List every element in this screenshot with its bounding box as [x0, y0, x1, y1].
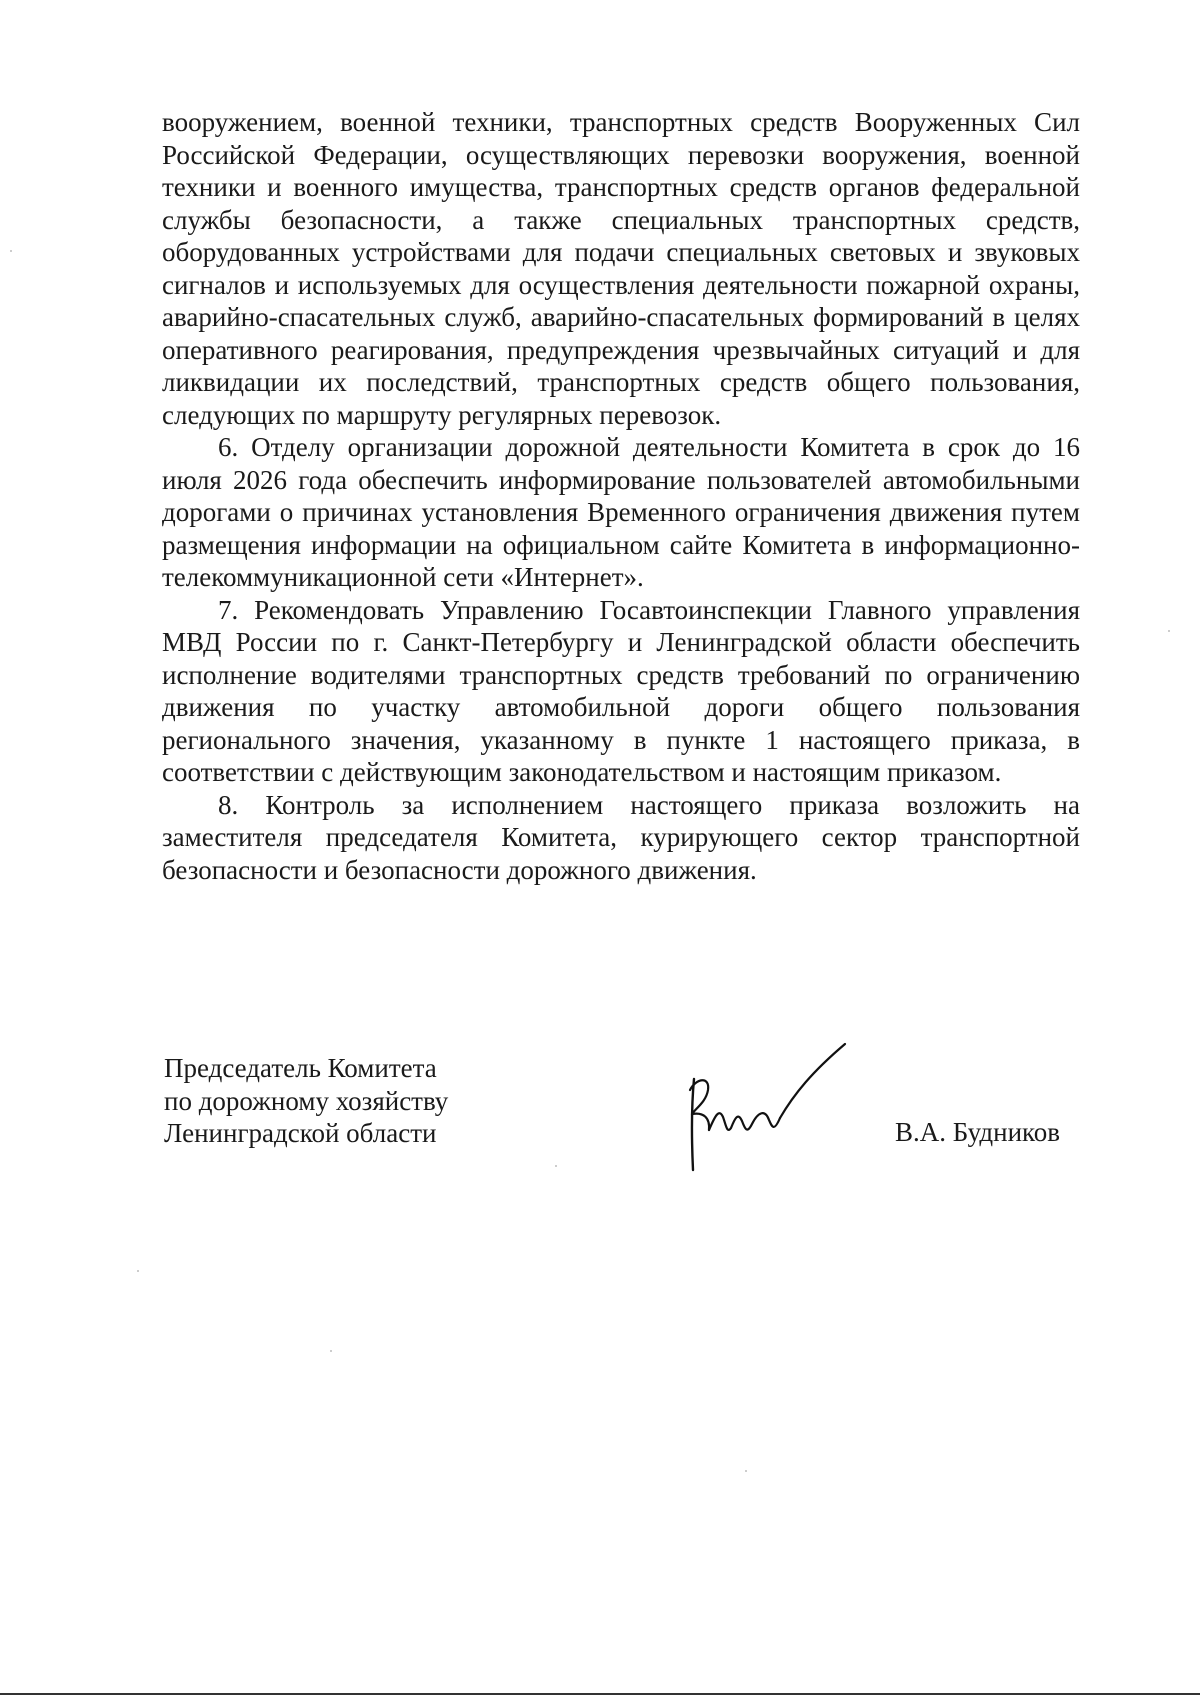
paragraph-item-8: 8. Контроль за исполнением настоящего приказа возложить на заместителя председателя Комитета, курирующего сектор транспортной безопасности и безопасности дорожного движения. [162, 789, 1080, 885]
signer-name: В.А. Будников [895, 1117, 1061, 1147]
handwritten-signature [682, 1042, 852, 1177]
signer-title-line: Ленинградской области [164, 1118, 437, 1148]
scan-speck [330, 1350, 332, 1352]
scan-speck [1168, 630, 1170, 632]
scan-speck [10, 250, 12, 252]
scan-speck [745, 1470, 747, 1472]
signer-title-line: по дорожному хозяйству [164, 1085, 449, 1116]
signer-title-line: Председатель Комитета [164, 1053, 437, 1083]
signer-title [164, 1052, 448, 1150]
paragraph-continuation: вооружением, военной техники, транспортных средств Вооруженных Сил Российской Федерации, осуществляющих перевозки вооружения, военной техники и военного имущества, транспортных средств органов федеральной службы безопасности, а также специальных транспортных средств, оборудованных устройствами для подачи специальных световых и звуковых сигналов и используемых для осуществления деятельности пожарной охраны, аварийно-спасательных служб, аварийно-спасательных формирований в целях оперативного реагирования, предупреждения чрезвычайных ситуаций и для ликвидации их последствий, транспортных средств общего пользования, следующих по маршруту регулярных перевозок. [162, 107, 1080, 430]
document-body [162, 106, 1080, 886]
scan-speck [137, 1270, 139, 1272]
scan-bottom-edge [0, 1693, 1200, 1695]
paragraph-item-7: 7. Рекомендовать Управлению Госавтоинспекции Главного управления МВД России по г. Санкт-Петербургу и Ленинградской области обеспечить исполнение водителями транспортных средств требований по ограничению движения по участку автомобильной дороги общего пользования регионального значения, указанному в пункте 1 настоящего приказа, в соответствии с действующим законодательством и настоящим приказом. [162, 594, 1080, 787]
scan-speck [555, 1165, 557, 1167]
paragraph-item-6: 6. Отделу организации дорожной деятельности Комитета в срок до 16 июля 2026 года обеспечить информирование пользователей автомобильными дорогами о причинах установления Временного ограничения движения путем размещения информации на официальном сайте Комитета в информационно-телекоммуникационной сети «Интернет». [162, 432, 1080, 592]
